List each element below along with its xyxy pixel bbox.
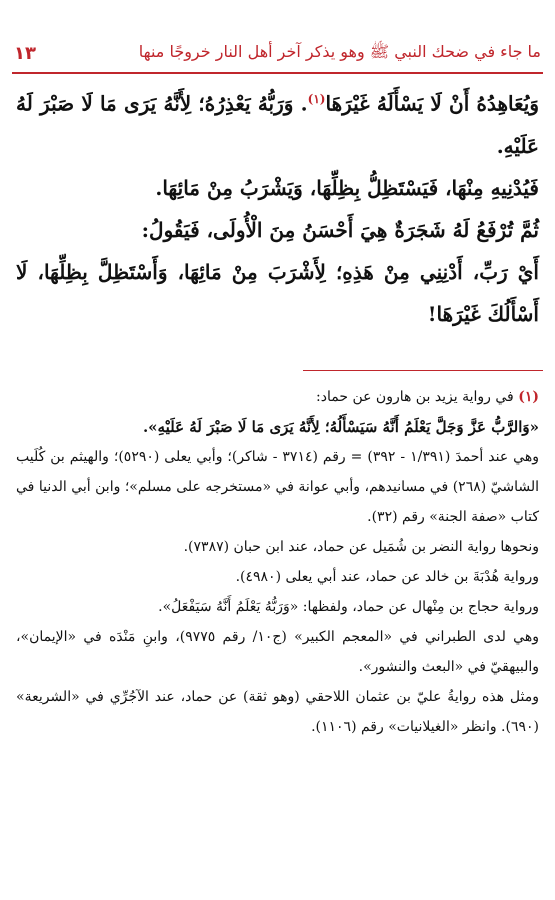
footnote-quote: «وَالرَّبُّ عَزَّ وَجَلَّ يَعْلَمُ أَنَّهُ سَيَسْأَلُهُ؛ لِأَنَّهُ يَرَى مَا لَا صَبْرَ لَهُ عَلَيْهِ». (142, 418, 539, 436)
header-title: ما جاء في ضحك النبي ﷺ وهو يذكر آخر أهل النار خروجًا منها (138, 41, 541, 61)
main-paragraph-1: وَيُعَاهِدُهُ أَنْ لَا يَسْأَلَهُ غَيْرَهَا$^{(١)}$. وَرَبُّهُ يَعْذِرُهُ؛ لِأَنَّهُ يَرَى مَا لَا صَبْرَ لَهُ عَلَيْهِ. (16, 91, 540, 158)
footnote-paragraph: ورواية هُدْبَةَ بن خالد عن حماد، عند أبي يعلى (٤٩٨٠). (235, 569, 539, 585)
header-divider (12, 72, 543, 74)
main-paragraph-2: فَيُدْنِيهِ مِنْهَا، فَيَسْتَظِلُّ بِظِلِّهَا، وَيَشْرَبُ مِنْ مَائِهَا. (155, 175, 539, 200)
footnotes (16, 382, 539, 742)
footnote-paragraph: ورواية حجاج بن مِنْهال عن حماد، ولفظها: «وَرَبُّهُ يَعْلَمُ أَنَّهُ سَيَفْعَلُ». (158, 599, 539, 615)
footnote-reference[interactable]: (١) (307, 92, 326, 106)
footnote-paragraph: وهي لدى الطبراني في «المعجم الكبير» (ج١٠/ رقم ٩٧٧٥)، وابنِ مَنْدَه في «الإيمان»، والبيهقيّ في «البعث والنشور». (16, 629, 539, 675)
footnote-paragraph: ونحوها رواية النضر بن شُمَيل عن حماد، عند ابن حبان (٧٣٨٧). (183, 539, 539, 555)
running-header (14, 36, 541, 70)
footnote-divider (303, 370, 543, 371)
footnote-intro: (١) في رواية يزيد بن هارون عن حماد: (316, 389, 539, 405)
main-paragraph-4: أَيْ رَبِّ، أَدْنِنِي مِنْ هَذِهِ؛ لِأَشْرَبَ مِنْ مَائِهَا، وَأَسْتَظِلَّ بِظِلِّهَا، لَا أَسْأَلُكَ غَيْرَهَا! (16, 259, 539, 326)
footnote-marker: (١) (518, 389, 539, 405)
footnote-paragraph: وهي عند أحمدَ (١/٣٩١ - ٣٩٢) = رقم (٣٧١٤ - شاكر)؛ وأبي يعلى (٥٢٩٠)؛ والهيثم بن كُلَيب الشاشيّ (٢٦٨) في مسانيدهم، وأبي عوانة في «مستخرجه على مسلم»؛ وابن أبي الدنيا في كتاب «صفة الجنة» رقم (٣٢). (16, 449, 539, 525)
footnote-paragraph: ومثل هذه روايةُ عليّ بن عثمان اللاحقي (وهو ثقة) عن حماد، عند الآجُرِّي في «الشريعة» (٦٩٠). وانظر «الغيلانيات» رقم (١١٠٦). (16, 689, 539, 735)
main-paragraph-3: ثُمَّ تُرْفَعُ لَهُ شَجَرَةٌ هِيَ أَحْسَنُ مِنَ الْأُولَى، فَيَقُولُ: (141, 217, 539, 242)
main-text (16, 78, 539, 335)
page-number: ١٣ (14, 42, 36, 64)
